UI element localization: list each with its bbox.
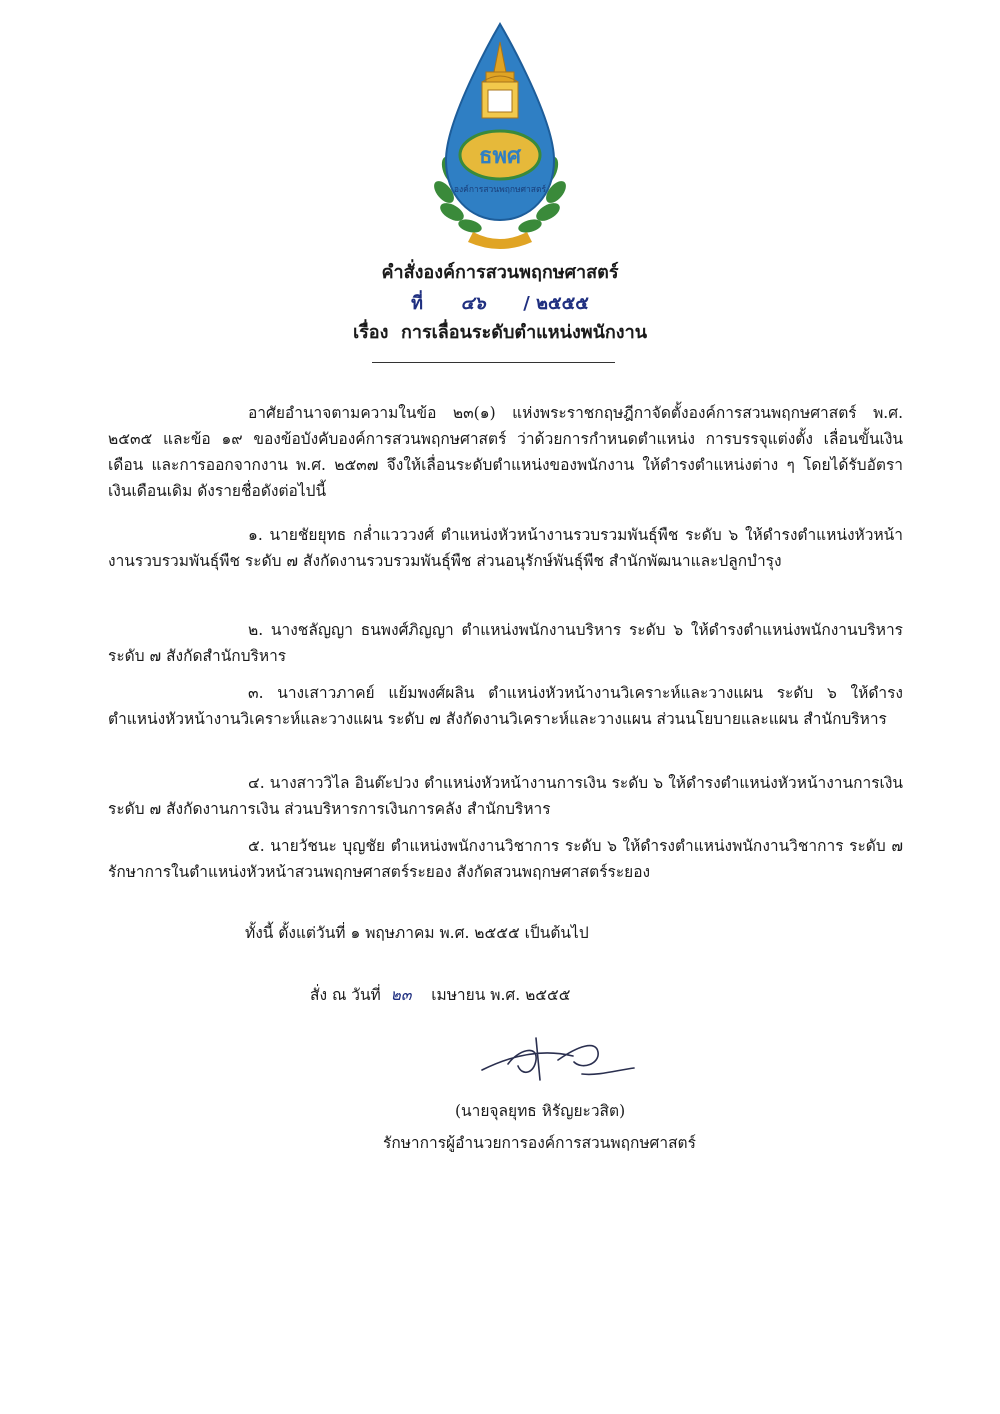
signed-day: ๒๓ (390, 986, 412, 1004)
list-item (108, 522, 903, 574)
subject-label: เรื่อง (352, 322, 389, 343)
order-number-line (0, 288, 1000, 317)
title-divider (372, 362, 615, 363)
subject-line (0, 317, 1000, 346)
item-text: ๑. นายชัยยุทธ กล่ำแวววงศ์ ตำแหน่งหัวหน้างานรวบรวมพันธุ์พืช ระดับ ๖ ให้ดำรงตำแหน่งหัวหน้างานรวบรวมพันธุ์พืช ระดับ ๗ สังกัดงานรวบรวมพันธุ์พืช ส่วนอนุรักษ์พันธุ์พืช สำนักพัฒนาและปลูกบำรุง (108, 526, 903, 570)
list-item (108, 617, 903, 669)
signer-position: รักษาการผู้อำนวยการองค์การสวนพฤกษศาสตร์ (383, 1134, 696, 1152)
preamble-text: อาศัยอำนาจตามความในข้อ ๒๓(๑) แห่งพระราชกฤษฎีกาจัดตั้งองค์การสวนพฤกษศาสตร์ พ.ศ. ๒๕๓๕ และข้อ ๑๙ ของข้อบังคับองค์การสวนพฤกษศาสตร์ ว่าด้วยการกำหนดตำแหน่ง การบรรจุแต่งตั้ง เลื่อนขั้นเงินเดือน และการออกจากงาน พ.ศ. ๒๕๓๗ จึงให้เลื่อนระดับตำแหน่งของพนักงาน ให้ดำรงตำแหน่งต่าง ๆ โดยได้รับอัตราเงินเดือนเดิม ดังรายชื่อดังต่อไปนี้ (108, 404, 903, 500)
list-item (108, 680, 903, 732)
signed-prefix: สั่ง ณ วันที่ (310, 986, 381, 1004)
order-title: คำสั่งองค์การสวนพฤกษศาสตร์ (381, 262, 619, 283)
svg-text:องค์การสวนพฤกษศาสตร์: องค์การสวนพฤกษศาสตร์ (453, 185, 547, 195)
subject-text: การเลื่อนระดับตำแหน่งพนักงาน (400, 322, 648, 343)
effective-date: ทั้งนี้ ตั้งแต่วันที่ ๑ พฤษภาคม พ.ศ. ๒๕๕๕ เป็นต้นไป (245, 924, 589, 942)
item-text: ๓. นางเสาวภาคย์ แย้มพงศ์ผลิน ตำแหน่งหัวหน้างานวิเคราะห์และวางแผน ระดับ ๖ ให้ดำรงตำแหน่งหัวหน้างานวิเคราะห์และวางแผน ระดับ ๗ สังกัดงานวิเคราะห์และวางแผน ส่วนนโยบายและแผน สำนักบริหาร (108, 684, 903, 728)
signer-name: (นายจุลยุทธ หิรัญยะวสิต) (455, 1102, 626, 1120)
list-item (108, 833, 903, 885)
item-text: ๒. นางชลัญญา ธนพงศ์ภิญญา ตำแหน่งพนักงานบริหาร ระดับ ๖ ให้ดำรงตำแหน่งพนักงานบริหาร ระดับ ๗ สังกัดสำนักบริหาร (108, 621, 903, 665)
item-text: ๔. นางสาววิไล อินต๊ะปวง ตำแหน่งหัวหน้างานการเงิน ระดับ ๖ ให้ดำรงตำแหน่งหัวหน้างานการเงิน ระดับ ๗ สังกัดงานการเงิน ส่วนบริหารการเงินการคลัง สำนักบริหาร (108, 774, 903, 818)
signed-month-year: เมษายน พ.ศ. ๒๕๕๕ (431, 986, 571, 1004)
order-label: ที่ (411, 293, 423, 314)
order-year: / ๒๕๕๕ (523, 293, 589, 314)
list-item (108, 770, 903, 822)
order-number: ๔๖ (460, 293, 486, 314)
organization-logo (428, 20, 572, 250)
handwritten-signature (478, 1030, 638, 1090)
svg-text:ธพศ: ธพศ (479, 143, 521, 169)
item-text: ๕. นายวัชนะ บุญชัย ตำแหน่งพนักงานวิชาการ ระดับ ๖ ให้ดำรงตำแหน่งพนักงานวิชาการ ระดับ ๗ รักษาการในตำแหน่งหัวหน้าสวนพฤกษศาสตร์ระยอง สังกัดสวนพฤกษศาสตร์ระยอง (108, 837, 903, 881)
preamble-paragraph (108, 400, 903, 504)
signed-date (310, 982, 570, 1008)
